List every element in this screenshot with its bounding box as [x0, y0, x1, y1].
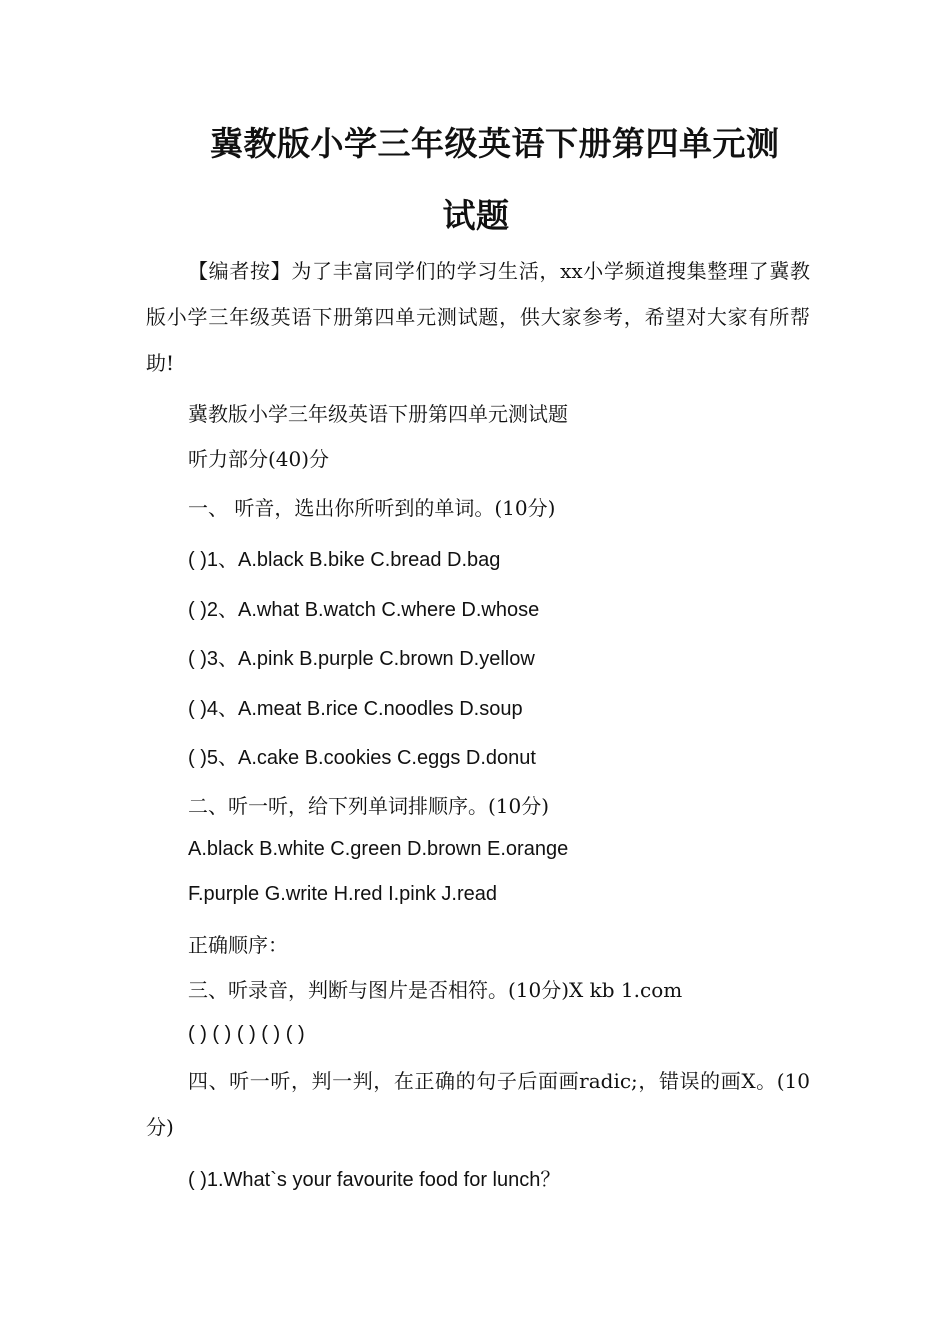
section1-item-3: ( )3、A.pink B.purple C.brown D.yellow: [188, 648, 535, 670]
section3-heading: 三、听录音，判断与图片是否相符。(10分)X kb 1.com: [188, 978, 683, 1002]
listening-header: 听力部分(40)分: [188, 447, 330, 471]
section1-item-2: ( )2、A.what B.watch C.where D.whose: [188, 599, 540, 621]
section2-answer-label: 正确顺序：: [188, 933, 288, 957]
section3-answer-blanks: ( ) ( ) ( ) ( ) ( ): [188, 1023, 305, 1045]
section2-heading: 二、听一听，给下列单词排顺序。(10分): [188, 794, 550, 818]
document-title-line1: 冀教版小学三年级英语下册第四单元测: [210, 124, 780, 163]
section2-word-row-1: A.black B.white C.green D.brown E.orange: [188, 838, 569, 860]
subtitle: 冀教版小学三年级英语下册第四单元测试题: [188, 402, 568, 426]
section2-word-row-2: F.purple G.write H.red I.pink J.read: [188, 883, 498, 905]
section4-heading: 四、听一听，判一判，在正确的句子后面画radic;，错误的画X。(10分): [146, 1069, 810, 1139]
section1-item-1: ( )1、A.black B.bike C.bread D.bag: [188, 549, 501, 571]
section4-item-1: ( )1.What`s your favourite food for lunch？: [188, 1169, 561, 1191]
section1-heading: 一、 听音，选出你所听到的单词。(10分): [188, 496, 556, 520]
document-title-line2: 试题: [442, 196, 510, 235]
editor-note-paragraph: 【编者按】为了丰富同学们的学习生活，xx小学频道搜集整理了冀教版小学三年级英语下册第四单元测试题，供大家参考，希望对大家有所帮助!: [146, 259, 810, 375]
section1-item-5: ( )5、A.cake B.cookies C.eggs D.donut: [188, 747, 536, 769]
section1-item-4: ( )4、A.meat B.rice C.noodles D.soup: [188, 698, 523, 720]
